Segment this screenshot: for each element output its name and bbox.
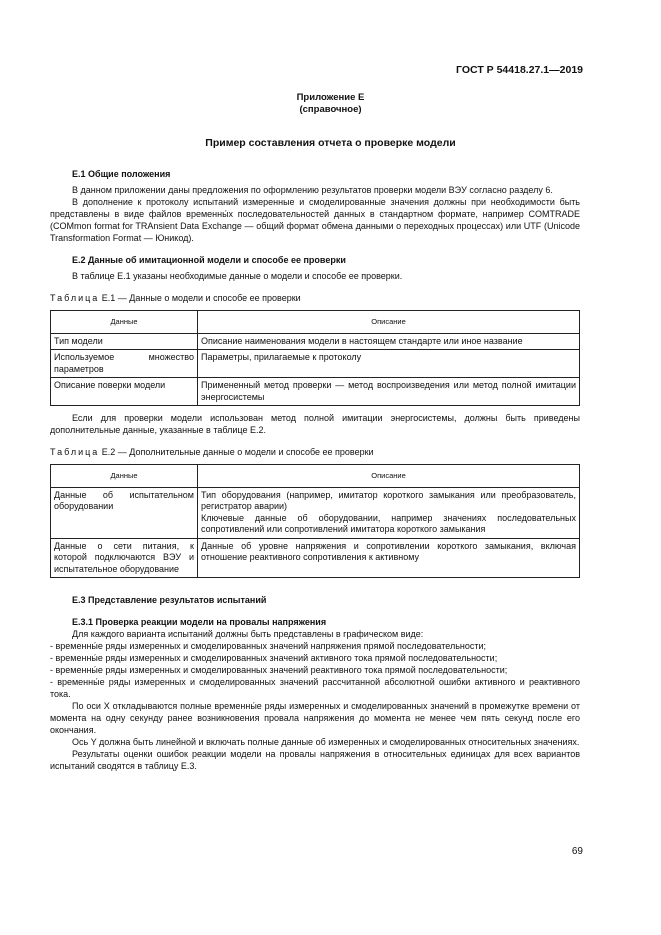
table-cell: Данные об уровне напряжения и сопротивлении короткого замыкания, включая отношение реактивного сопротивления к активному bbox=[198, 538, 580, 578]
table-header-row bbox=[51, 465, 580, 488]
paragraph: Ось Y должна быть линейной и включать полные данные об измеренных и смоделированных относительных значениях. bbox=[72, 737, 580, 747]
section-heading: Е.2 Данные об имитационной модели и способе ее проверки bbox=[72, 255, 346, 265]
paragraph: Если для проверки модели использован метод полной имитации энергосистемы, должны быть приведены дополнительные данные, указанные в таблице Е.2. bbox=[50, 413, 580, 435]
list-item: - временны́е ряды измеренных и смоделированных значений активного тока прямой последовательности; bbox=[50, 653, 498, 663]
paragraph: Для каждого варианта испытаний должны быть представлены в графическом виде: bbox=[72, 629, 424, 639]
document-body bbox=[50, 168, 580, 772]
annex-title: Приложение Е bbox=[296, 92, 365, 103]
table-header-row bbox=[51, 311, 580, 334]
page-number: 69 bbox=[571, 846, 583, 857]
paragraph: В данном приложении даны предложения по оформлению результатов проверки модели ВЭУ согласно разделу 6. bbox=[72, 185, 553, 195]
caption-label: Таблица bbox=[50, 447, 100, 457]
model-data-table bbox=[50, 310, 580, 406]
table-row bbox=[51, 350, 580, 378]
table-caption bbox=[50, 446, 580, 458]
column-header: Данные bbox=[51, 465, 198, 488]
paragraph: В дополнение к протоколу испытаний измеренные и смоделированные значения должны при необходимости быть представлены в виде файлов временны́х последовательностей данных в стандартном формате, например COMTRADE (COMmon format for TRAnsient Data Exchange — общий формат обмена данными о переходных процессах) или UTF (Unicode Transformation Format — Юникод). bbox=[50, 197, 580, 243]
table-cell: Используемое множество параметров bbox=[51, 350, 198, 378]
list-item: - временны́е ряды измеренных и смоделированных значений напряжения прямой последовательности; bbox=[50, 641, 487, 651]
column-header: Данные bbox=[51, 311, 198, 334]
table-cell: Параметры, прилагаемые к протоколу bbox=[198, 350, 580, 378]
caption-text: Е.1 — Данные о модели и способе ее проверки bbox=[99, 293, 301, 303]
paragraph: По оси X откладываются полные временны́е ряды измеренных и смоделированных значений в промежутке времени от момента на одну секунду ранее возникновения провала напряжения до момента не менее чем пять секунд после его окончания. bbox=[50, 701, 580, 735]
table-caption bbox=[50, 292, 580, 304]
annex-heading bbox=[0, 92, 661, 116]
cell-line: Тип оборудования (например, имитатор короткого замыкания или преобразователь, регистратор аварии) bbox=[201, 489, 576, 511]
table-cell: Данные о сети питания, к которой подключаются ВЭУ и испытательное оборудование bbox=[51, 538, 198, 578]
table-row bbox=[51, 538, 580, 578]
table-cell bbox=[198, 487, 580, 538]
subsection-heading: Е.3.1 Проверка реакции модели на провалы напряжения bbox=[72, 617, 327, 627]
list-item: - временны́е ряды измеренных и смоделированных значений рассчитанной абсолютной ошибки активного и реактивного тока. bbox=[50, 677, 580, 699]
table-cell: Тип модели bbox=[51, 333, 198, 350]
standard-number: ГОСТ Р 54418.27.1—2019 bbox=[456, 64, 583, 76]
table-cell: Данные об испытательном оборудовании bbox=[51, 487, 198, 538]
section-heading: Е.3 Представление результатов испытаний bbox=[72, 595, 267, 605]
table-cell: Примененный метод проверки — метод воспроизведения или метод полной имитации энергосистемы bbox=[198, 378, 580, 406]
table-cell: Описание поверки модели bbox=[51, 378, 198, 406]
section-heading: Е.1 Общие положения bbox=[72, 169, 171, 179]
page-title: Пример составления отчета о проверке модели bbox=[205, 137, 456, 149]
column-header: Описание bbox=[198, 465, 580, 488]
caption-label: Таблица bbox=[50, 293, 100, 303]
paragraph: Результаты оценки ошибок реакции модели на провалы напряжения в относительных единицах для всех вариантов испытаний сводятся в таблицу Е.3. bbox=[50, 749, 580, 771]
additional-data-table bbox=[50, 464, 580, 578]
table-row bbox=[51, 378, 580, 406]
table-cell: Описание наименования модели в настоящем стандарте или иное название bbox=[198, 333, 580, 350]
paragraph: В таблице Е.1 указаны необходимые данные о модели и способе ее проверки. bbox=[72, 271, 403, 281]
caption-text: Е.2 — Дополнительные данные о модели и способе ее проверки bbox=[99, 447, 374, 457]
table-row bbox=[51, 333, 580, 350]
cell-line: Ключевые данные об оборудовании, например значениях последовательных сопротивлений или сопротивлений имитатора короткого замыкания bbox=[201, 512, 576, 534]
table-row bbox=[51, 487, 580, 538]
list-item: - временны́е ряды измеренных и смоделированных значений реактивного тока прямой последовательности; bbox=[50, 665, 508, 675]
column-header: Описание bbox=[198, 311, 580, 334]
annex-subtitle: (справочное) bbox=[299, 104, 362, 115]
bullet-list bbox=[50, 640, 580, 700]
